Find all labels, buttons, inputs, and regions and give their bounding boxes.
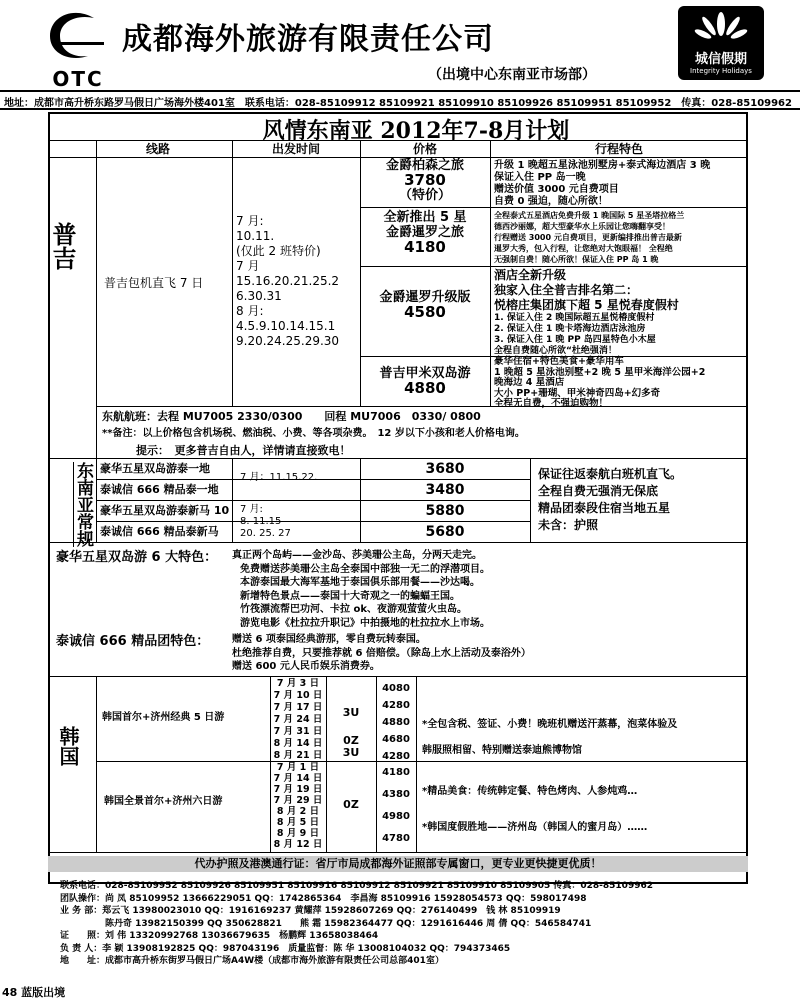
region-korea: 韩国 xyxy=(56,726,80,766)
korea-tour-2-prices: 4180 4380 4980 4780 xyxy=(382,767,410,844)
sea-price-2: 3480 xyxy=(425,482,465,498)
sea-price-3: 5880 xyxy=(425,503,465,519)
otc-swirl-icon xyxy=(44,8,112,66)
sea-route-2: 泰诚信 666 精品泰一地 xyxy=(100,483,219,496)
col-price: 价格 xyxy=(412,142,437,156)
sea-features: 保证往返泰航白班机直飞。 全程自费无强消无保底 精品团泰段住宿当地五星 未含：护照 xyxy=(538,467,683,532)
korea-tour-1-dates: 7 月 3 日 7 月 10 日 7 月 17 日 7 月 24 日 7 月 31 日 8 月 14 日 8 月 21 日 xyxy=(273,678,323,761)
product-1-features: 升级 1 晚超五星泳池别墅房+泰式海边酒店 3 晚 保证入住 PP 岛一晚 赠送价值 3000 元自费项目 自费 0 强迫，随心所欲！ xyxy=(494,160,711,207)
sea-price-4: 5680 xyxy=(425,524,465,540)
brand-en: Integrity Holidays xyxy=(690,67,752,75)
sea-route-3: 豪华五星双岛游泰新马 10 xyxy=(100,504,230,517)
region-sea: 东南亚常规 xyxy=(73,462,93,547)
brand-name: 城信假期 xyxy=(694,52,747,67)
korea-airline-oz: 0Z xyxy=(343,734,359,747)
korea-tour-1-features: *全包含税、签证、小费！晚班机赠送汗蒸幕，泡菜体验及 韩服照相留、特别赠送泰迪熊博物馆 xyxy=(422,719,678,756)
col-route: 线路 xyxy=(145,142,170,156)
product-4: 普吉甲米双岛游 4880 xyxy=(379,366,471,397)
korea-airline-oz-2: 0Z xyxy=(343,798,359,811)
korea-tour-1: 韩国首尔+济州经典 5 日游 xyxy=(102,712,225,723)
phuket-route: 普吉包机直飞 7 日 xyxy=(104,276,204,290)
sea-dates-2: 7 月: 8. 11.15 20. 25. 27 xyxy=(240,504,291,539)
product-3: 金爵暹罗升级版 4580 xyxy=(379,290,471,321)
product-3-features: 酒店全新升级 独家入住全普吉排名第二： 悦榕庄集团旗下超 5 星悦春度假村 1. 保证入住 2 晚国际超五星悦椿度假村 2. 保证入住 1 晚卡塔海边酒店泳池房 3. 保证入住 1 晚 PP 岛四星特色小木屋 全程自费随心所欲“杜绝强消！ xyxy=(494,268,679,356)
korea-airline-3u-2: 3U xyxy=(342,746,360,759)
korea-tour-2-features: *精品美食：传统韩定餐、特色烤肉、人参炖鸡… *韩国度假胜地——济州岛（韩国人的蜜月岛）…… xyxy=(422,786,648,833)
main-title: 风情东南亚 2012年7-8月计划 xyxy=(262,118,570,144)
korea-tour-2-dates: 7 月 1 日 7 月 14 日 7 月 19 日 7 月 29 日 8 月 2 日 8 月 5 日 8 月 9 日 8 月 12 日 xyxy=(273,762,323,850)
phuket-tip: 提示： 更多普吉自由人，详情请直接致电！ xyxy=(136,444,351,457)
region-phuket: 普吉 xyxy=(48,222,76,270)
palm-icon xyxy=(691,10,751,48)
highlight1-lines: 真正两个岛屿——金沙岛、莎美珊公主岛，分两天走完。 免费赠送莎美珊公主岛全泰国中部独一无二的浮潜项目。 本游泰国最大海军基地于泰国俱乐部用餐——沙达喝。 新增特色景点——泰国十大奇观之一的蝙蝠王国。 竹筏漂流帮巴功河、卡拉 ok、夜游观萤萤火虫岛。 游览电影《杜拉拉升职记》中拍摄地的杜拉拉水上市场。 xyxy=(232,550,490,629)
sea-dates-1: 7 月：11.15.22. xyxy=(240,472,318,483)
sea-route-4: 泰诚信 666 精品泰新马 xyxy=(100,525,219,538)
product-1: 金爵柏森之旅 3780 （特价） xyxy=(385,158,464,203)
highlight1-label: 豪华五星双岛游 6 大特色： xyxy=(56,550,218,565)
col-feature: 行程特色 xyxy=(594,142,643,156)
footer-contacts: 联系电话：028-85109952 85109926 85109951 85109916 85109912 85109921 85109910 85109905 传真：028-85109962 团队操作：尚 凤 85109952 13666229051 QQ：1742865364 李昌海 85109916 15928054573 QQ：598017498 业 务 部：郑云飞 13980023010 QQ：1916169237 黄耀萍 15928607269 QQ：276140499 钱 林 85109919 陈丹奇 13982150399 QQ 350628821 熊 霜 15982364477 QQ：1291616446 周 倩 QQ：546584741 证 照：刘 伟 13320992768 13036679635 杨鹏辉 13658038464 负 责 人：李 颖 13908192825 QQ：987043196 质量监督：陈 华 13008104032 QQ：794373465 地 址：成都市高升桥东街罗马假日广场A4W楼（成都市海外旅游有限责任公司总部401室） xyxy=(60,881,653,966)
company-subtitle: （出境中心东南亚市场部） xyxy=(428,67,596,83)
korea-airline-3u: 3U xyxy=(342,706,360,719)
phuket-flight: 东航航班：去程 MU7005 2330/0300 回程 MU7006 0330/ 0800 xyxy=(102,410,481,423)
highlight2-lines: 赠送 6 项泰国经典游那，零自费玩转泰国。 杜绝推荐自费，只要推荐就 6 倍赔偿。（除岛上水上活动及泰浴外） 赠送 600 元人民币娱乐消费券。 xyxy=(232,634,531,672)
logo-text: OTC xyxy=(52,67,104,91)
page-number: 48 蓝版出境 xyxy=(2,986,66,999)
product-2: 全新推出 5 星 金爵暹罗之旅 4180 xyxy=(383,210,467,256)
footer-banner: 代办护照及港澳通行证：省厅市局成都海外证照部专属窗口，更专业更快捷更优质！ xyxy=(48,856,748,872)
brand-logo xyxy=(678,6,764,80)
col-date: 出发时间 xyxy=(271,142,320,156)
highlight2-label: 泰诚信 666 精品团特色： xyxy=(56,634,210,649)
otc-logo xyxy=(44,8,112,91)
korea-tour-1-prices: 4080 4280 4880 4680 4280 xyxy=(382,683,410,762)
sea-price-1: 3680 xyxy=(425,461,465,477)
phuket-note: **备注：以上价格包含机场税、燃油税、小费、等各项杂费。 12 岁以下小孩和老人价格电询。 xyxy=(102,428,525,439)
product-2-features: 全程泰式五星酒店免费升级 1 晚国际 5 星圣塔拉格兰 德西沙丽娜，超大型豪华水上乐园让您嗨翻享受！ 行程赠送 3000 元自费项目，更新编排推出普吉最新 暹罗大秀，包入行程，让您绝对大饱眼福！ 全程绝 无强制自费！随心所欲！保证入住 PP 岛 1 晚 xyxy=(494,211,685,264)
product-4-features: 豪华住宿+特色美食+豪华用车 1 晚超 5 星泳池别墅+2 晚 5 星甲米海洋公园+2 晚海边 4 星酒店 大小 PP+珊瑚、甲米神奇四岛+幻多奇 全程无自费，不强迫购物！ xyxy=(494,356,706,409)
phuket-dates: 7 月: 10.11. (仅此 2 班特价) 7 月 15.16.20.21.25.2 6.30.31 8 月: 4.5.9.10.14.15.1 9.20.24.25.29.30 xyxy=(236,214,340,348)
company-name: 成都海外旅游有限责任公司 xyxy=(122,22,494,57)
korea-tour-2: 韩国全景首尔+济州六日游 xyxy=(104,796,223,807)
address-bar: 地址：成都市高升桥东路罗马假日广场海外楼401室 联系电话：028-85109912 85109921 85109910 85109926 85109951 85109952 传真：028-85109962 xyxy=(0,90,800,110)
sea-route-1: 豪华五星双岛游泰一地 xyxy=(100,462,210,475)
